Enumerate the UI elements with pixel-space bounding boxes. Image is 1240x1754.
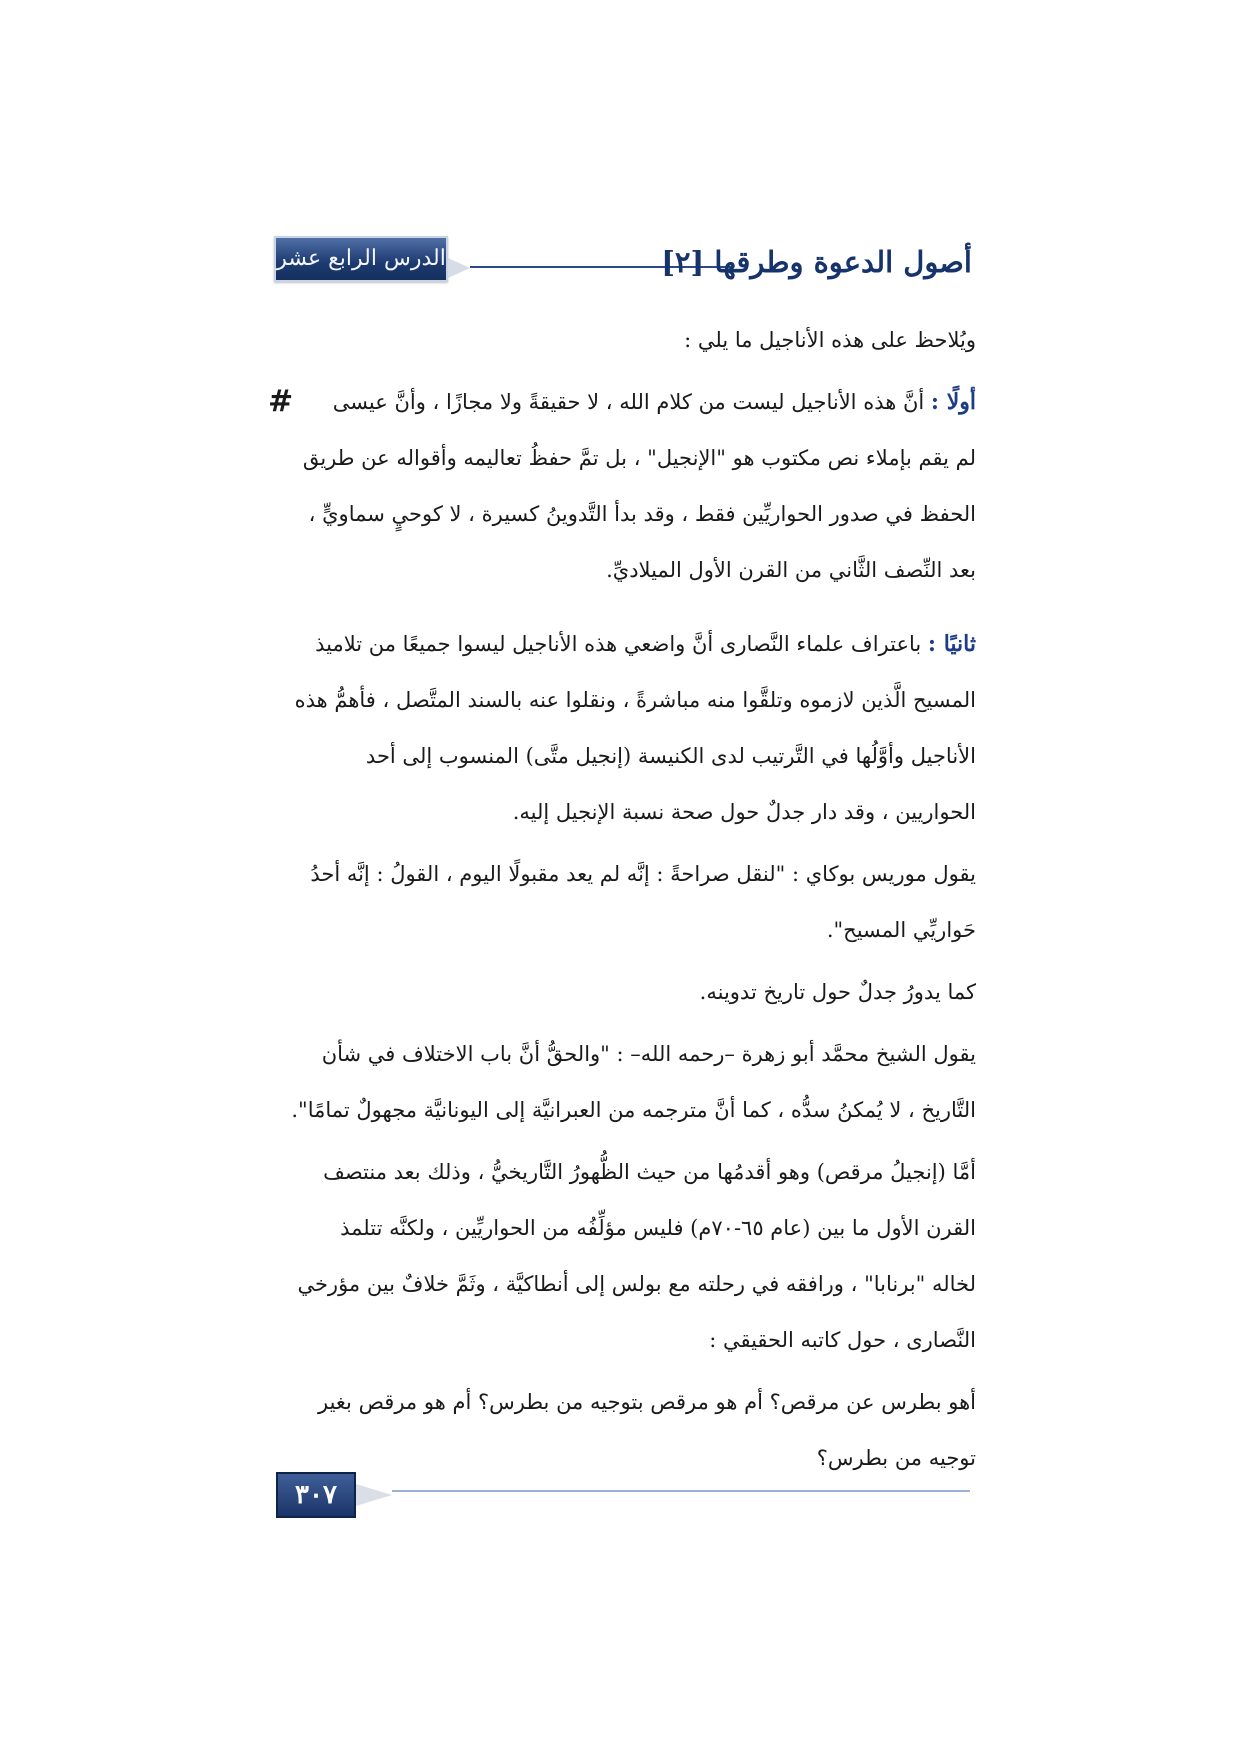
abuzahra-quote-line-1: يقول الشيخ محمَّد أبو زهرة –رحمه الله– : "والحقُّ أنَّ باب الاختلاف في شأن <box>321 1042 976 1066</box>
bucaille-quote-line-2: حَواريِّي المسيح". <box>826 918 976 942</box>
lesson-badge: الدرس الرابع عشر <box>274 236 448 282</box>
abuzahra-quote-line-2: التَّاريخ ، لا يُمكنُ سدُّه ، كما أنَّ مترجمه من العبرانيَّة إلى اليونانيَّة مجهولٌ تمامًا". <box>291 1098 976 1122</box>
badge-tail-decoration <box>448 258 470 278</box>
mark-gospel-line-1: أمَّا (إنجيلُ مرقص) وهو أقدمُها من حيث الظُّهورُ التَّاريخيُّ ، وذلك بعد منتصف <box>323 1160 976 1184</box>
paragraph-first-line-1 <box>266 374 976 430</box>
second-point-text: باعتراف علماء النَّصارى أنَّ واضعي هذه الأناجيل ليسوا جميعًا من تلاميذ <box>315 632 922 656</box>
first-point-text: أنَّ هذه الأناجيل ليست من كلام الله ، لا حقيقةً ولا مجازًا ، وأنَّ عيسى <box>332 390 925 414</box>
bucaille-quote-line-1: يقول موريس بوكاي : "لنقل صراحةً : إنَّه لم يعد مقبولًا اليوم ، القولُ : إنَّه أحدُ <box>310 862 976 886</box>
mark-gospel-line-2: القرن الأول ما بين (عام ٦٥-٧٠م) فليس مؤلِّفُه من الحواريِّين ، ولكنَّه تتلمذ <box>340 1216 976 1240</box>
footer-tail-decoration <box>356 1484 392 1506</box>
paragraph-second-line-1 <box>266 616 976 672</box>
paragraph-second-line-2: المسيح الَّذين لازموه وتلقَّوا منه مباشرةً ، ونقلوا عنه بالسند المتَّصل ، فأهمُّ هذه <box>294 688 976 712</box>
page-number: ٣٠٧ <box>276 1472 356 1518</box>
page-header <box>0 0 1240 320</box>
paragraph-first-line-3: الحفظ في صدور الحواريِّين فقط ، وقد بدأ التَّدوينُ كسيرة ، لا كوحيٍ سماويٍّ ، <box>308 502 976 526</box>
paragraph-first-line-4: بعد النِّصف الثَّاني من القرن الأول الميلاديِّ. <box>606 558 976 582</box>
intro-line: ويُلاحظ على هذه الأناجيل ما يلي : <box>684 328 976 352</box>
mark-gospel-line-4: النَّصارى ، حول كاتبه الحقيقي : <box>709 1328 976 1352</box>
paragraph-second-line-3: الأناجيل وأوَّلُها في التَّرتيب لدى الكنيسة (إنجيل متَّى) المنسوب إلى أحد <box>365 744 976 768</box>
paragraph-second-line-4: الحواريين ، وقد دار جدلٌ حول صحة نسبة الإنجيل إليه. <box>512 800 976 824</box>
authorship-question-line-2: توجيه من بطرس؟ <box>816 1446 976 1470</box>
authorship-question-line-1: أهو بطرس عن مرقص؟ أم هو مرقص بتوجيه من بطرس؟ أم هو مرقص بغير <box>318 1390 976 1414</box>
second-point-lead: ثانيًا : <box>927 631 976 657</box>
dating-debate-line: كما يدورُ جدلٌ حول تاريخ تدوينه. <box>699 980 976 1004</box>
paragraph-first-line-2: لم يقم بإملاء نص مكتوب هو "الإنجيل" ، بل تمَّ حفظُ تعاليمه وأقواله عن طريق <box>302 446 976 470</box>
page-body <box>266 312 976 1486</box>
book-title: أصول الدعوة وطرقها [٢] <box>661 245 972 279</box>
first-point-lead: أولًا : <box>930 389 976 415</box>
mark-gospel-line-3: لخاله "برنابا" ، ورافقه في رحلته مع بولس إلى أنطاكيَّة ، وثَمَّ خلافٌ بين مؤرخي <box>297 1272 976 1296</box>
footer-rule <box>392 1490 970 1492</box>
hash-marker-icon: # <box>268 384 294 419</box>
